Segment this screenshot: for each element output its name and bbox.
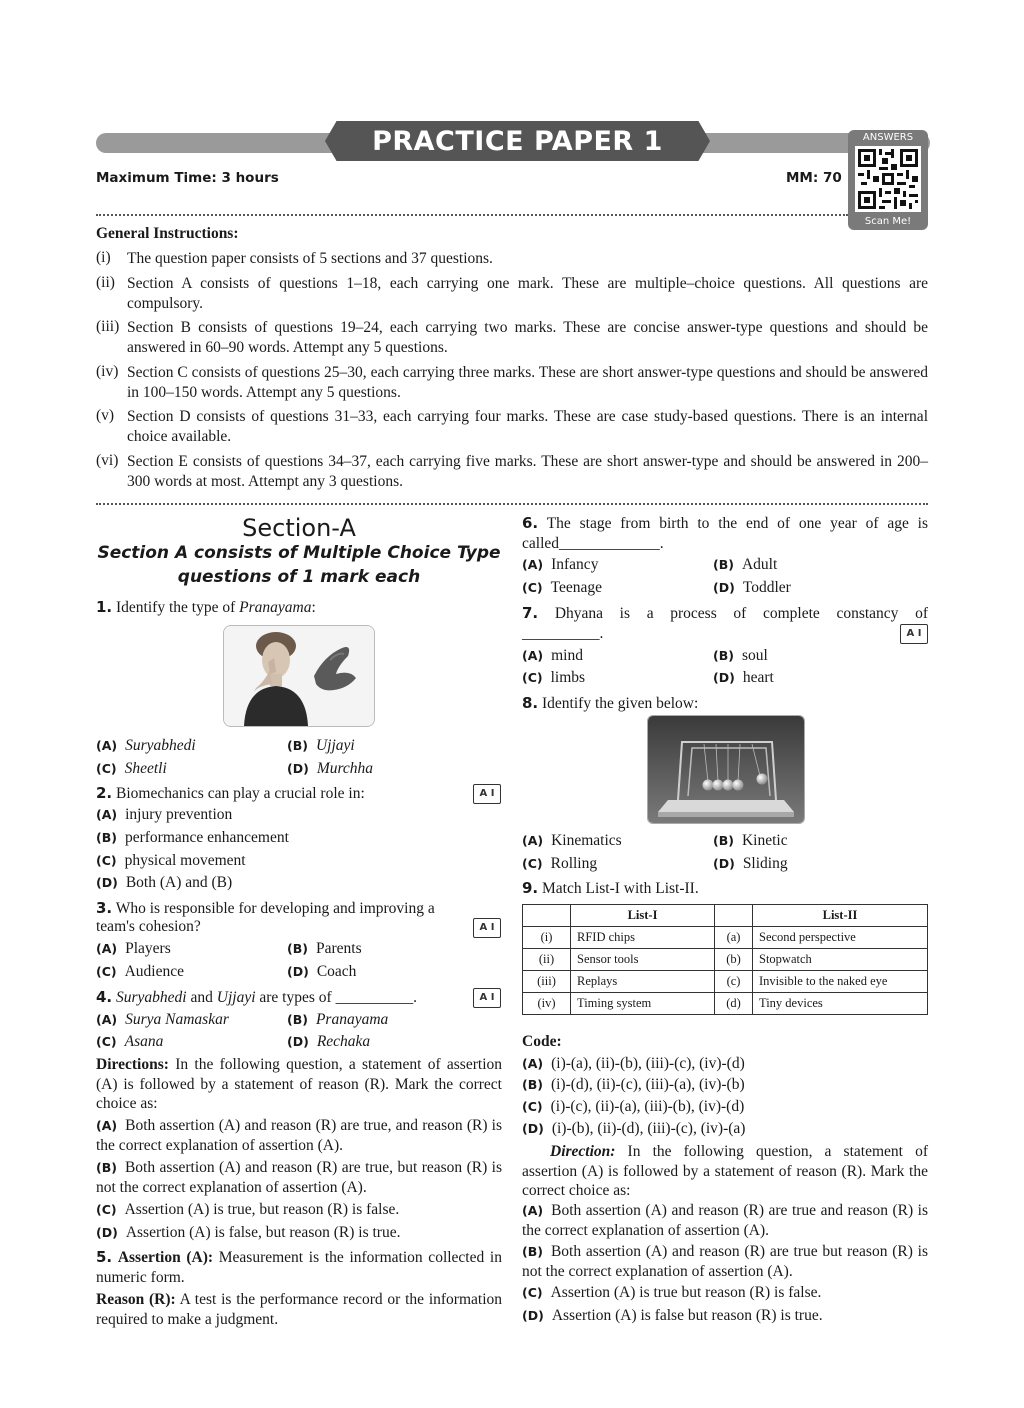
instruction-number: (ii) xyxy=(96,274,115,291)
directions-left xyxy=(96,1055,502,1114)
question-text: Identify the given below: xyxy=(542,695,699,712)
q7-option-b[interactable] xyxy=(713,647,768,665)
row-number: (ii) xyxy=(523,949,571,971)
assertion-choice-d xyxy=(96,1224,400,1242)
list-2-item: Invisible to the naked eye xyxy=(753,971,928,993)
instruction-text: The question paper consists of 5 sections and 37 questions. xyxy=(127,250,493,267)
table-header-row xyxy=(523,905,928,927)
option-text: Asana xyxy=(124,1033,164,1050)
option-label: (A) xyxy=(96,941,118,956)
section-a-title: Section-A xyxy=(242,514,356,542)
question-3 xyxy=(96,899,435,918)
question-term: Pranayama xyxy=(239,599,312,616)
option-label: (C) xyxy=(522,856,543,871)
ai-book-icon[interactable]: A I xyxy=(473,784,501,804)
q3-option-d[interactable] xyxy=(287,963,356,981)
q2-option-c[interactable] xyxy=(96,852,246,870)
question-suffix: : xyxy=(311,599,316,616)
question-text: Biomechanics can play a crucial role in: xyxy=(116,785,365,802)
q6-option-c[interactable] xyxy=(522,579,602,597)
option-label: (B) xyxy=(287,738,308,753)
option-label: (C) xyxy=(522,670,543,685)
newtons-cradle-image xyxy=(647,715,805,824)
choice-text: Both assertion (A) and reason (R) are true and reason (R) is the correct explanation of assertion (A). xyxy=(522,1202,928,1239)
q2-option-a[interactable] xyxy=(96,806,232,824)
choice-text: Assertion (A) is false but reason (R) is true. xyxy=(551,1307,823,1324)
q8-option-d[interactable] xyxy=(713,855,788,873)
question-number: 5. xyxy=(96,1248,113,1266)
q4-option-a[interactable] xyxy=(96,1011,229,1029)
list-1-item: RFID chips xyxy=(571,927,715,949)
list-1-item: Sensor tools xyxy=(571,949,715,971)
question-5-assertion xyxy=(96,1248,502,1287)
instruction-item xyxy=(96,452,928,492)
option-label: (D) xyxy=(287,761,309,776)
match-table xyxy=(522,904,928,1015)
q8-option-c[interactable] xyxy=(522,855,597,873)
max-time: Maximum Time: 3 hours xyxy=(96,170,279,186)
instruction-item xyxy=(96,318,928,358)
table-row xyxy=(523,949,928,971)
instruction-item xyxy=(96,407,928,447)
question-9 xyxy=(522,879,699,898)
table-cell xyxy=(715,905,753,927)
question-number: 9. xyxy=(522,879,539,897)
question-text: Identify the type of xyxy=(116,599,240,616)
option-text: Kinematics xyxy=(551,832,622,849)
question-text: are types of __________. xyxy=(255,989,417,1006)
directions-text: In the following question, a statement of assertion (A) is followed by a statement of reason (R). Mark the correct choice as: xyxy=(522,1143,928,1199)
list-1-header: List-I xyxy=(571,905,715,927)
option-text: Sheetli xyxy=(124,760,167,777)
reason-text: A test is the performance record or the information required to make a judgment. xyxy=(96,1291,503,1328)
instruction-number: (iv) xyxy=(96,363,119,380)
q4-option-b[interactable] xyxy=(287,1011,388,1029)
question-7 xyxy=(522,604,928,624)
q6-option-a[interactable] xyxy=(522,556,598,574)
row-letter: (a) xyxy=(715,927,753,949)
directions-label: Directions: xyxy=(96,1056,169,1073)
question-number: 6. xyxy=(522,514,539,532)
option-label: (D) xyxy=(713,856,735,871)
option-text: (i)-(d), (ii)-(c), (iii)-(a), (iv)-(b) xyxy=(550,1076,745,1093)
question-number: 3. xyxy=(96,899,113,917)
option-label: (C) xyxy=(96,761,117,776)
option-label: (C) xyxy=(96,964,117,979)
assertion-choice-c xyxy=(522,1284,821,1302)
ai-book-icon[interactable]: A I xyxy=(473,988,501,1008)
list-1-item: Replays xyxy=(571,971,715,993)
option-text: (i)-(c), (ii)-(a), (iii)-(b), (iv)-(d) xyxy=(550,1098,745,1115)
choice-text: Assertion (A) is true, but reason (R) is false. xyxy=(124,1201,400,1218)
question-2 xyxy=(96,784,365,803)
code-label: Code: xyxy=(522,1033,562,1050)
row-number: (i) xyxy=(523,927,571,949)
instruction-number: (i) xyxy=(96,249,111,266)
question-number: 2. xyxy=(96,784,113,802)
option-text: (i)-(a), (ii)-(b), (iii)-(c), (iv)-(d) xyxy=(551,1055,745,1072)
option-label: (C) xyxy=(522,580,543,595)
instruction-text: Section C consists of questions 25–30, each carrying three marks. These are short answer-type questions and should be answered in 100–150 words. Attempt any 5 questions. xyxy=(127,364,928,401)
table-row xyxy=(523,993,928,1015)
option-label: (D) xyxy=(713,670,735,685)
assertion-choice-b xyxy=(522,1242,928,1281)
pranayama-image xyxy=(223,625,375,727)
assertion-text: Measurement is the information collected in numeric form. xyxy=(96,1249,502,1286)
option-label: (D) xyxy=(713,580,735,595)
q1-option-d[interactable] xyxy=(287,760,373,778)
general-instructions-title: General Instructions: xyxy=(96,225,239,242)
question-text: Who is responsible for developing and improving a xyxy=(115,900,435,917)
q7-option-c[interactable] xyxy=(522,669,585,687)
question-text: and xyxy=(186,989,217,1006)
option-text: physical movement xyxy=(124,852,246,869)
option-label: (D) xyxy=(522,1121,544,1136)
choice-text: Assertion (A) is false, but reason (R) is true. xyxy=(125,1224,401,1241)
question-number: 7. xyxy=(522,604,539,622)
question-text: The stage from birth to the end of one year of age is called_____________. xyxy=(522,515,928,552)
option-label: (B) xyxy=(96,830,117,845)
option-text: Adult xyxy=(741,556,778,573)
option-text: (i)-(b), (ii)-(d), (iii)-(c), (iv)-(a) xyxy=(551,1120,746,1137)
max-marks: MM: 70 xyxy=(786,170,842,186)
q9-option-d[interactable] xyxy=(522,1120,745,1138)
option-label: (B) xyxy=(713,648,734,663)
q2-option-d[interactable] xyxy=(96,874,232,892)
assertion-choice-c xyxy=(96,1201,399,1219)
option-label: (A) xyxy=(522,648,544,663)
scan-me-label: Scan Me! xyxy=(864,216,912,227)
choice-label: (D) xyxy=(96,1225,118,1240)
option-label: (D) xyxy=(287,964,309,979)
option-label: (B) xyxy=(287,1012,308,1027)
q3-option-b[interactable] xyxy=(287,940,362,958)
option-text: Players xyxy=(125,940,171,957)
row-letter: (b) xyxy=(715,949,753,971)
option-label: (C) xyxy=(96,1034,117,1049)
page-title: PRACTICE PAPER 1 xyxy=(372,126,663,157)
option-label: (B) xyxy=(522,1077,543,1092)
option-text: mind xyxy=(551,647,583,664)
option-text: Parents xyxy=(315,940,362,957)
option-text: Kinetic xyxy=(741,832,788,849)
question-5-reason xyxy=(96,1290,502,1329)
q9-option-c[interactable] xyxy=(522,1098,744,1116)
q2-option-b[interactable] xyxy=(96,829,289,847)
option-label: (C) xyxy=(96,853,117,868)
row-letter: (d) xyxy=(715,993,753,1015)
option-label: (B) xyxy=(713,557,734,572)
assertion-choice-a xyxy=(522,1201,928,1240)
instruction-item xyxy=(96,249,928,269)
question-number: 4. xyxy=(96,988,113,1006)
assertion-choice-a xyxy=(96,1116,502,1155)
question-6 xyxy=(522,514,928,553)
option-text: heart xyxy=(742,669,774,686)
question-text: Match List-I with List-II. xyxy=(542,880,699,897)
question-term: Ujjayi xyxy=(216,989,256,1006)
section-a-subtitle: Section A consists of Multiple Choice Type xyxy=(97,543,501,563)
option-label: (B) xyxy=(713,833,734,848)
question-number: 8. xyxy=(522,694,539,712)
directions-text: In the following question, a statement of assertion (A) is followed by a statement of reason (R). Mark the correct choice as: xyxy=(96,1056,502,1112)
instruction-item xyxy=(96,363,928,403)
option-label: (B) xyxy=(287,941,308,956)
list-2-item: Second perspective xyxy=(753,927,928,949)
qr-code-icon xyxy=(855,146,921,212)
option-label: (A) xyxy=(522,833,544,848)
option-label: (A) xyxy=(96,1012,118,1027)
q6-option-d[interactable] xyxy=(713,579,791,597)
instruction-number: (iii) xyxy=(96,318,120,335)
choice-label: (A) xyxy=(96,1118,118,1133)
option-label: (A) xyxy=(96,738,118,753)
option-text: Toddler xyxy=(742,579,791,596)
option-label: (D) xyxy=(96,875,118,890)
option-text: Suryabhedi xyxy=(125,737,196,754)
instruction-text: Section B consists of questions 19–24, each carrying two marks. These are concise answer-type questions and should be answered in 60–90 words. Attempt any 5 questions. xyxy=(127,319,928,356)
question-4 xyxy=(96,988,417,1007)
q9-option-b[interactable] xyxy=(522,1076,745,1094)
option-text: Coach xyxy=(316,963,357,980)
q6-option-b[interactable] xyxy=(713,556,777,574)
option-text: Surya Namaskar xyxy=(125,1011,229,1028)
q4-option-d[interactable] xyxy=(287,1033,370,1051)
question-3-cont: team's cohesion? xyxy=(96,918,201,935)
choice-text: Both assertion (A) and reason (R) are true but reason (R) is not the correct explanation of assertion (A). xyxy=(522,1243,928,1280)
q1-option-b[interactable] xyxy=(287,737,355,755)
option-text: Pranayama xyxy=(315,1011,389,1028)
row-number: (iii) xyxy=(523,971,571,993)
assertion-label: Assertion (A): xyxy=(117,1249,214,1266)
q1-option-a[interactable] xyxy=(96,737,196,755)
option-text: Rechaka xyxy=(316,1033,371,1050)
row-letter: (c) xyxy=(715,971,753,993)
list-1-item: Timing system xyxy=(571,993,715,1015)
instruction-text: Section A consists of questions 1–18, each carrying one mark. These are multiple–choice questions. All questions are compulsory. xyxy=(127,275,928,312)
option-text: Teenage xyxy=(550,579,603,596)
directions-label: Direction: xyxy=(550,1143,616,1160)
table-row xyxy=(523,927,928,949)
divider-top xyxy=(96,214,848,216)
assertion-choice-d xyxy=(522,1307,823,1325)
answers-qr-box[interactable] xyxy=(848,130,928,230)
option-text: Both (A) and (B) xyxy=(125,874,233,891)
option-label: (C) xyxy=(522,1099,543,1114)
option-label: (D) xyxy=(287,1034,309,1049)
question-7-cont: __________. xyxy=(522,625,604,642)
table-row xyxy=(523,971,928,993)
ai-book-icon[interactable]: A I xyxy=(473,918,501,938)
instruction-number: (vi) xyxy=(96,452,119,469)
question-text: Dhyana is a process of complete constancy of xyxy=(554,605,929,622)
choice-label: (C) xyxy=(96,1202,117,1217)
q8-option-b[interactable] xyxy=(713,832,788,850)
instruction-text: Section E consists of questions 34–37, each carrying five marks. These are short answer-type and should be answered in 200–300 words at most. Attempt any 3 questions. xyxy=(127,453,928,490)
option-text: Ujjayi xyxy=(315,737,355,754)
choice-label: (A) xyxy=(522,1203,544,1218)
instruction-text: Section D consists of questions 31–33, each carrying four marks. These are case study-based questions. There is an internal choice available. xyxy=(127,408,928,445)
list-2-item: Tiny devices xyxy=(753,993,928,1015)
option-label: (A) xyxy=(96,807,118,822)
list-2-item: Stopwatch xyxy=(753,949,928,971)
assertion-choice-b xyxy=(96,1158,502,1197)
question-term: Suryabhedi xyxy=(116,989,187,1006)
instruction-number: (v) xyxy=(96,407,115,424)
row-number: (iv) xyxy=(523,993,571,1015)
q1-option-c[interactable] xyxy=(96,760,167,778)
directions-right xyxy=(522,1142,928,1201)
q9-option-a[interactable] xyxy=(522,1055,745,1073)
option-text: injury prevention xyxy=(125,806,233,823)
choice-label: (B) xyxy=(522,1244,543,1259)
reason-label: Reason (R): xyxy=(96,1291,176,1308)
section-a-subtitle: questions of 1 mark each xyxy=(177,567,421,587)
divider-middle xyxy=(96,503,928,505)
instruction-item xyxy=(96,274,928,314)
option-text: Rolling xyxy=(550,855,598,872)
option-label: (A) xyxy=(522,557,544,572)
choice-label: (C) xyxy=(522,1285,543,1300)
option-text: performance enhancement xyxy=(124,829,289,846)
choice-label: (D) xyxy=(522,1308,544,1323)
q3-option-a[interactable] xyxy=(96,940,171,958)
q8-option-a[interactable] xyxy=(522,832,622,850)
option-text: soul xyxy=(741,647,768,664)
choice-text: Both assertion (A) and reason (R) are true, but reason (R) is not the correct explanation of assertion (A). xyxy=(96,1159,502,1196)
question-1 xyxy=(96,598,316,617)
q7-option-d[interactable] xyxy=(713,669,774,687)
option-label: (A) xyxy=(522,1056,544,1071)
q7-option-a[interactable] xyxy=(522,647,583,665)
list-2-header: List-II xyxy=(753,905,928,927)
ai-book-icon[interactable]: A I xyxy=(900,624,928,644)
answers-label: ANSWERS xyxy=(862,132,914,143)
choice-text: Both assertion (A) and reason (R) are true, and reason (R) is the correct explanation of assertion (A). xyxy=(96,1117,502,1154)
table-cell xyxy=(523,905,571,927)
option-text: Audience xyxy=(124,963,184,980)
option-text: Infancy xyxy=(551,556,599,573)
choice-text: Assertion (A) is true but reason (R) is false. xyxy=(550,1284,822,1301)
q3-option-c[interactable] xyxy=(96,963,184,981)
q4-option-c[interactable] xyxy=(96,1033,163,1051)
question-8 xyxy=(522,694,698,713)
option-text: Murchha xyxy=(316,760,374,777)
question-number: 1. xyxy=(96,598,113,616)
option-text: Sliding xyxy=(742,855,788,872)
choice-label: (B) xyxy=(96,1160,117,1175)
option-text: limbs xyxy=(550,669,586,686)
